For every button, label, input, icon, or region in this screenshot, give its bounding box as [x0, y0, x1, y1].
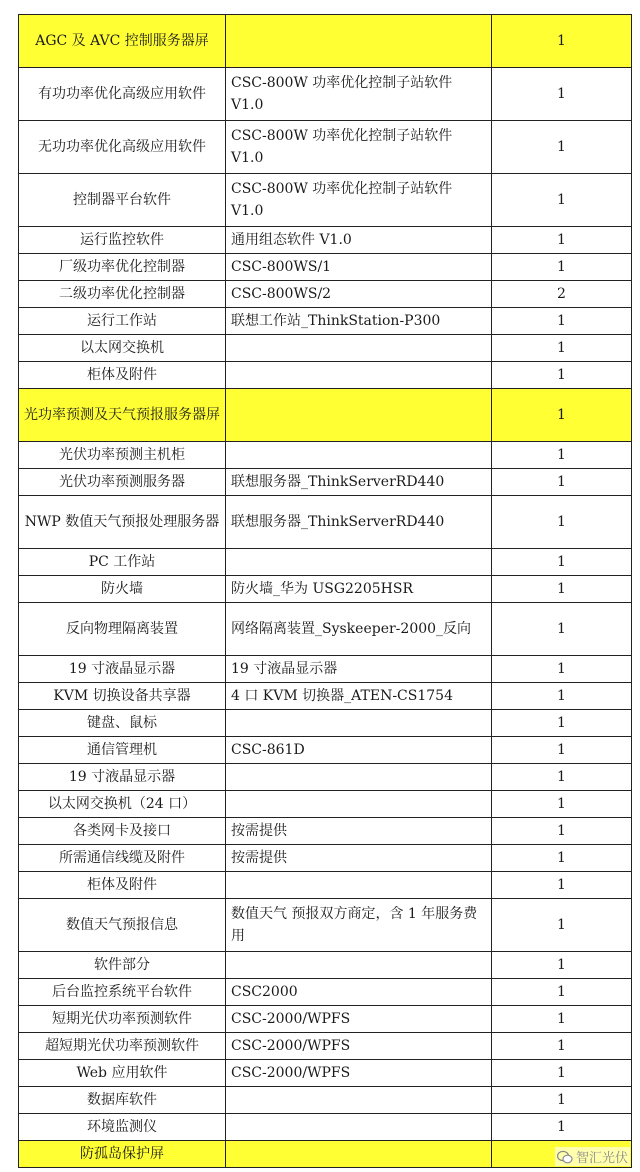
model-cell: [226, 442, 492, 469]
item-name-cell: 运行监控软件: [19, 227, 226, 254]
model-cell: 防火墙_华为 USG2205HSR: [226, 576, 492, 603]
quantity-cell: 1: [492, 764, 632, 791]
section-header-row: [19, 389, 632, 442]
item-name-cell: 光功率预测及天气预报服务器屏: [19, 389, 226, 442]
quantity-cell: 1: [492, 952, 632, 979]
quantity-cell: 1: [492, 656, 632, 683]
table-row: [19, 1087, 632, 1114]
item-name-cell: 防孤岛保护屏: [19, 1141, 226, 1168]
model-cell: [226, 1114, 492, 1141]
table-row: [19, 1006, 632, 1033]
model-cell: [226, 791, 492, 818]
item-name-cell: 环境监测仪: [19, 1114, 226, 1141]
table-row: [19, 845, 632, 872]
table-row: [19, 764, 632, 791]
item-name-cell: 所需通信线缆及附件: [19, 845, 226, 872]
item-name-cell: 19 寸液晶显示器: [19, 656, 226, 683]
item-name-cell: 通信管理机: [19, 737, 226, 764]
item-name-cell: 19 寸液晶显示器: [19, 764, 226, 791]
table-row: [19, 549, 632, 576]
item-name-cell: NWP 数值天气预报处理服务器: [19, 496, 226, 549]
model-cell: CSC-800WS/2: [226, 281, 492, 308]
quantity-cell: 1: [492, 710, 632, 737]
model-cell: [226, 1141, 492, 1168]
item-name-cell: 各类网卡及接口: [19, 818, 226, 845]
item-name-cell: Web 应用软件: [19, 1060, 226, 1087]
quantity-cell: 1: [492, 227, 632, 254]
model-cell: 联想服务器_ThinkServerRD440: [226, 496, 492, 549]
model-cell: [226, 335, 492, 362]
table-row: [19, 68, 632, 121]
model-cell: [226, 710, 492, 737]
table-row: [19, 469, 632, 496]
quantity-cell: 1: [492, 549, 632, 576]
wechat-icon: [557, 1150, 573, 1164]
table-row: [19, 656, 632, 683]
model-cell: 联想服务器_ThinkServerRD440: [226, 469, 492, 496]
table-row: [19, 227, 632, 254]
quantity-cell: 1: [492, 603, 632, 656]
quantity-cell: 1: [492, 683, 632, 710]
model-cell: 数值天气 预报双方商定，含 1 年服务费用: [226, 899, 492, 952]
item-name-cell: KVM 切换设备共享器: [19, 683, 226, 710]
item-name-cell: AGC 及 AVC 控制服务器屏: [19, 15, 226, 68]
model-cell: [226, 764, 492, 791]
quantity-cell: 1: [492, 389, 632, 442]
table-row: [19, 1033, 632, 1060]
model-cell: [226, 952, 492, 979]
quantity-cell: 1: [492, 1033, 632, 1060]
item-name-cell: 以太网交换机（24 口）: [19, 791, 226, 818]
quantity-cell: 1: [492, 254, 632, 281]
item-name-cell: 反向物理隔离装置: [19, 603, 226, 656]
model-cell: CSC-800W 功率优化控制子站软件 V1.0: [226, 174, 492, 227]
quantity-cell: 1: [492, 362, 632, 389]
table-row: [19, 121, 632, 174]
watermark: [555, 1147, 630, 1166]
quantity-cell: 1: [492, 174, 632, 227]
model-cell: CSC2000: [226, 979, 492, 1006]
quantity-cell: 1: [492, 576, 632, 603]
model-cell: CSC-861D: [226, 737, 492, 764]
quantity-cell: 1: [492, 308, 632, 335]
model-cell: CSC-800WS/1: [226, 254, 492, 281]
model-cell: [226, 872, 492, 899]
table-row: [19, 710, 632, 737]
quantity-cell: 1: [492, 1006, 632, 1033]
table-row: [19, 335, 632, 362]
table-row: [19, 979, 632, 1006]
quantity-cell: 1: [492, 979, 632, 1006]
item-name-cell: 无功功率优化高级应用软件: [19, 121, 226, 174]
item-name-cell: 厂级功率优化控制器: [19, 254, 226, 281]
table-row: [19, 899, 632, 952]
item-name-cell: PC 工作站: [19, 549, 226, 576]
table-row: [19, 254, 632, 281]
model-cell: 按需提供: [226, 845, 492, 872]
item-name-cell: 控制器平台软件: [19, 174, 226, 227]
item-name-cell: 软件部分: [19, 952, 226, 979]
item-name-cell: 柜体及附件: [19, 872, 226, 899]
model-cell: [226, 1087, 492, 1114]
table-row: [19, 603, 632, 656]
item-name-cell: 光伏功率预测主机柜: [19, 442, 226, 469]
item-name-cell: 运行工作站: [19, 308, 226, 335]
item-name-cell: 有功功率优化高级应用软件: [19, 68, 226, 121]
item-name-cell: 超短期光伏功率预测软件: [19, 1033, 226, 1060]
item-name-cell: 防火墙: [19, 576, 226, 603]
quantity-cell: 1: [492, 1060, 632, 1087]
table-row: [19, 818, 632, 845]
item-name-cell: 数值天气预报信息: [19, 899, 226, 952]
item-name-cell: 以太网交换机: [19, 335, 226, 362]
table-row: [19, 683, 632, 710]
model-cell: CSC-800W 功率优化控制子站软件 V1.0: [226, 121, 492, 174]
equipment-list-sheet: [18, 14, 628, 1168]
section-header-row: [19, 1141, 632, 1168]
table-row: [19, 496, 632, 549]
quantity-cell: 1: [492, 872, 632, 899]
equipment-table-body: [19, 15, 632, 1168]
quantity-cell: 1: [492, 68, 632, 121]
model-cell: 按需提供: [226, 818, 492, 845]
quantity-cell: 1: [492, 496, 632, 549]
table-row: [19, 737, 632, 764]
quantity-cell: 1: [492, 899, 632, 952]
table-row: [19, 362, 632, 389]
watermark-text: 智汇光伏: [575, 1151, 628, 1166]
item-name-cell: 短期光伏功率预测软件: [19, 1006, 226, 1033]
table-row: [19, 1060, 632, 1087]
table-row: [19, 174, 632, 227]
table-row: [19, 952, 632, 979]
model-cell: 网络隔离装置_Syskeeper-2000_反向: [226, 603, 492, 656]
model-cell: CSC-2000/WPFS: [226, 1033, 492, 1060]
model-cell: [226, 362, 492, 389]
quantity-cell: 1: [492, 818, 632, 845]
quantity-cell: 1: [492, 845, 632, 872]
model-cell: 4 口 KVM 切换器_ATEN-CS1754: [226, 683, 492, 710]
item-name-cell: 后台监控系统平台软件: [19, 979, 226, 1006]
item-name-cell: 数据库软件: [19, 1087, 226, 1114]
quantity-cell: 1: [492, 469, 632, 496]
model-cell: [226, 549, 492, 576]
quantity-cell: 1: [492, 791, 632, 818]
quantity-cell: 1: [492, 1114, 632, 1141]
table-row: [19, 281, 632, 308]
quantity-cell: 1: [492, 442, 632, 469]
item-name-cell: 二级功率优化控制器: [19, 281, 226, 308]
model-cell: 联想工作站_ThinkStation-P300: [226, 308, 492, 335]
item-name-cell: 键盘、鼠标: [19, 710, 226, 737]
model-cell: CSC-800W 功率优化控制子站软件 V1.0: [226, 68, 492, 121]
table-row: [19, 1114, 632, 1141]
model-cell: 19 寸液晶显示器: [226, 656, 492, 683]
model-cell: [226, 15, 492, 68]
table-row: [19, 442, 632, 469]
table-row: [19, 308, 632, 335]
equipment-table: [18, 14, 632, 1168]
quantity-cell: 1: [492, 121, 632, 174]
table-row: [19, 872, 632, 899]
quantity-cell: 1: [492, 335, 632, 362]
quantity-cell: 1: [492, 737, 632, 764]
table-row: [19, 791, 632, 818]
quantity-cell: 1: [492, 1087, 632, 1114]
model-cell: CSC-2000/WPFS: [226, 1006, 492, 1033]
quantity-cell: 2: [492, 281, 632, 308]
item-name-cell: 柜体及附件: [19, 362, 226, 389]
model-cell: CSC-2000/WPFS: [226, 1060, 492, 1087]
quantity-cell: 1: [492, 15, 632, 68]
item-name-cell: 光伏功率预测服务器: [19, 469, 226, 496]
section-header-row: [19, 15, 632, 68]
model-cell: 通用组态软件 V1.0: [226, 227, 492, 254]
model-cell: [226, 389, 492, 442]
table-row: [19, 576, 632, 603]
